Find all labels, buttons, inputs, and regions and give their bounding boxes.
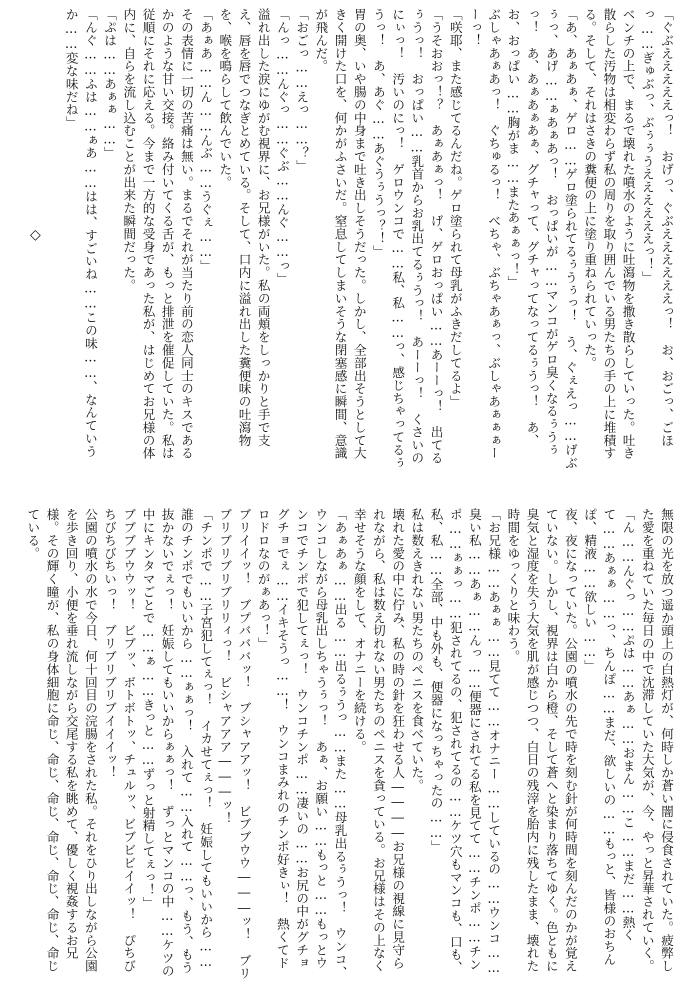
- lower-text-block: 無限の光を放つ遥か頭上の白熱灯が、何時しか蒼い闇に侵食されていた。疲弊した愛を重ねていた毎日の中で沈滞していた大気が、今、やっと昇華されていく。 「ん……んぐっ……ぷは……あぁ……おまん……こ……まだ……熱くて……あぁぁ……っ、ちんぽ……まだ、欲しいの……もっと、皆様のおちんぽ、精液……欲しい……」 夜、夜になっていた。公園の噴水の先で時を刻む針が何時間を刻んだのかが覚えていない。しかし、視界は白から橙、そして蒼へと染まり落ちてゆく。色ともに臭気と湿度を失う大気を肌が感じつつ、白日の残滓を胎内に残したまま、壊れた時間をゆっくりと味わう。 「お兄様……あぁぁ……見てて……オナニー……しているの……ウンコ……臭い私……あぁ……んっ……便器にされてる私を見てて……チンポ……チンポ……ぁぁっ……犯されてるの、犯されてるの……ケツ穴もマンコも、口も、私、私……全部、中も外も、便器になっちゃったの……」 私は数えきれない男たちのペニスを食べていた。 壊れた愛の中に佇み、私の時の針を狂わせる人――――お兄様の視線に見守られながら、私は数え切れない男たちのペニスを貪っている。お兄様はその上なく幸せそうな顔をして、オナニーを続ける。 「あぁあぁ……出る……出るぅうっ……また……母乳出るぅうっ！ ウンコ、ウンコしながら母乳出しちゃうぅっ！ あぁ、お願い……もっと……もっとウンコでチンポで犯してぇっ！ ウンコチンポ……凄いの……お尻の中がグチョグチョでぇ……イキそうっ……！ ウンコまみれのチンポ好きぃ！ 熱くてドロドロなのがぁあっ！」 ブリイイッ！ ブプバババッ！ ブシャアアッ！ ビブブウウ―――ッ！ ブリブリブリブリブリリィっ！ ビシャアアア―――ッ！ 「チンポで……子宮犯してぇっ！ イカせてぇっ！ 妊娠してもいいから……誰のチンポでもいいから……ぁぁっ！ 入れて……入れて……っ、もう、もう抜かないでぇっ！ 妊娠してもいいからぁぁっ！ ずっとマンコの中……ケツの中にキンタマごとで……ぁ……きっと……ずっと射精してぇっ！」 ブブブブウウッ！ ビブッ、ボトボトッ、チュルッ、ビブビビイイッ！ ぴちびちびちびちいっ！ ブリブリブリブイイイッ！ 公園の噴水の水で今日、何十回目の浣腸をされた私。それをひり出しながら公園を歩き回り、小便を垂れ流しながら交尾する私を眺めて、優しく視姦するお兄様。その輝く瞳が、私の身体細胞に命じ、命じ、命じ、命じ、命じ、命じ、命じている。: [25, 508, 674, 980]
- upper-text-block: 「ぐぶえええええっ！ おげっ、ぐぶええええええっ！ お、おごっ、ごほっ……ぎゅぶっ、ぶぅぅうええええええっ！」 ベンチの上で、まるで壊れた噴水のように吐瀉物を撒き散らしていった。吐き散らした汚物は相変わらず私の周りを取り囲んでいる男たちの手の上に堆積する。そして、それはさきの糞便の上に塗り重ねられていった。 「あ、あぁあぁ、ゲロ……ゲロ塗られてるぅうぅっ！ う、ぐぇえっ……げぶぅっ、あげ……ぁあぁあっ！ おっぱいが……マンコがゲロ臭くなるぅうぅっ！ あ、あぁあぁあぁ、グチャって、グチャってなってるぅうっ！ あ、お、おっぱい……胸がま……またあぁぁっ！」 ぶしゃあぁあっ！ ぐちゅるっ！ べちゃ、ぶちゃあぁっ、ぶしゃあぁぁぁーーっ！ 「咲耶、また感じてるんだね。ゲロ塗られて母乳がふきだしてるよ」 「うそおおっ！？ あぁあぁっ！ げ、ゲロおっぱい……あーーっ！ 出てるぅうっ！ おっぱい……乳首からお乳出てるぅうっ！ あーーっ！ くさいのにぃっ！ 汚いのにっ！ ゲロウンコで……私、私……っ、感じちゃってるぅうっ！ あ、あぐ……あぐうぅうっ？！」 胃の奥、いや腸の中身まで吐き出しそうだった。しかし、全部出そうとして大きく開けた口を、何かがふさいだ。窒息してしまいそうな閉塞感に瞬間、意識が飛んだ。 「おごっ……えっ……？」 「んっ……んぐっ……ぐぶ……んぐ……っ」 溢れ出した涙にゆがむ視界に、お兄様がいた。私の両頬をしっかりと手で支え、唇を唇でつなぎとめている。そして、口内に溢れ出した糞便味の吐瀉物を、喉を鳴らして飲んでいた。 「あぁあ……ん……んぶ……うぐぇ……」 その表情に一切の苦痛は無い。まるでそれが当たり前の恋人同士のキスであるかのような甘い交接。絡み付いてくる舌が、もっと排泄を催促していた。私は従順にそれに応える。今まで一方的な受身であった私が、はじめてお兄様の体内に、自らを流し込むことが出来た瞬間だった。 「ぷは……あぁぁ……」 「んぐ……ふは……ぁあ……はは、すごいね……この味……、なんていうか……変な味だね」: [63, 8, 674, 470]
- scene-break-diamond: ◇: [30, 227, 41, 243]
